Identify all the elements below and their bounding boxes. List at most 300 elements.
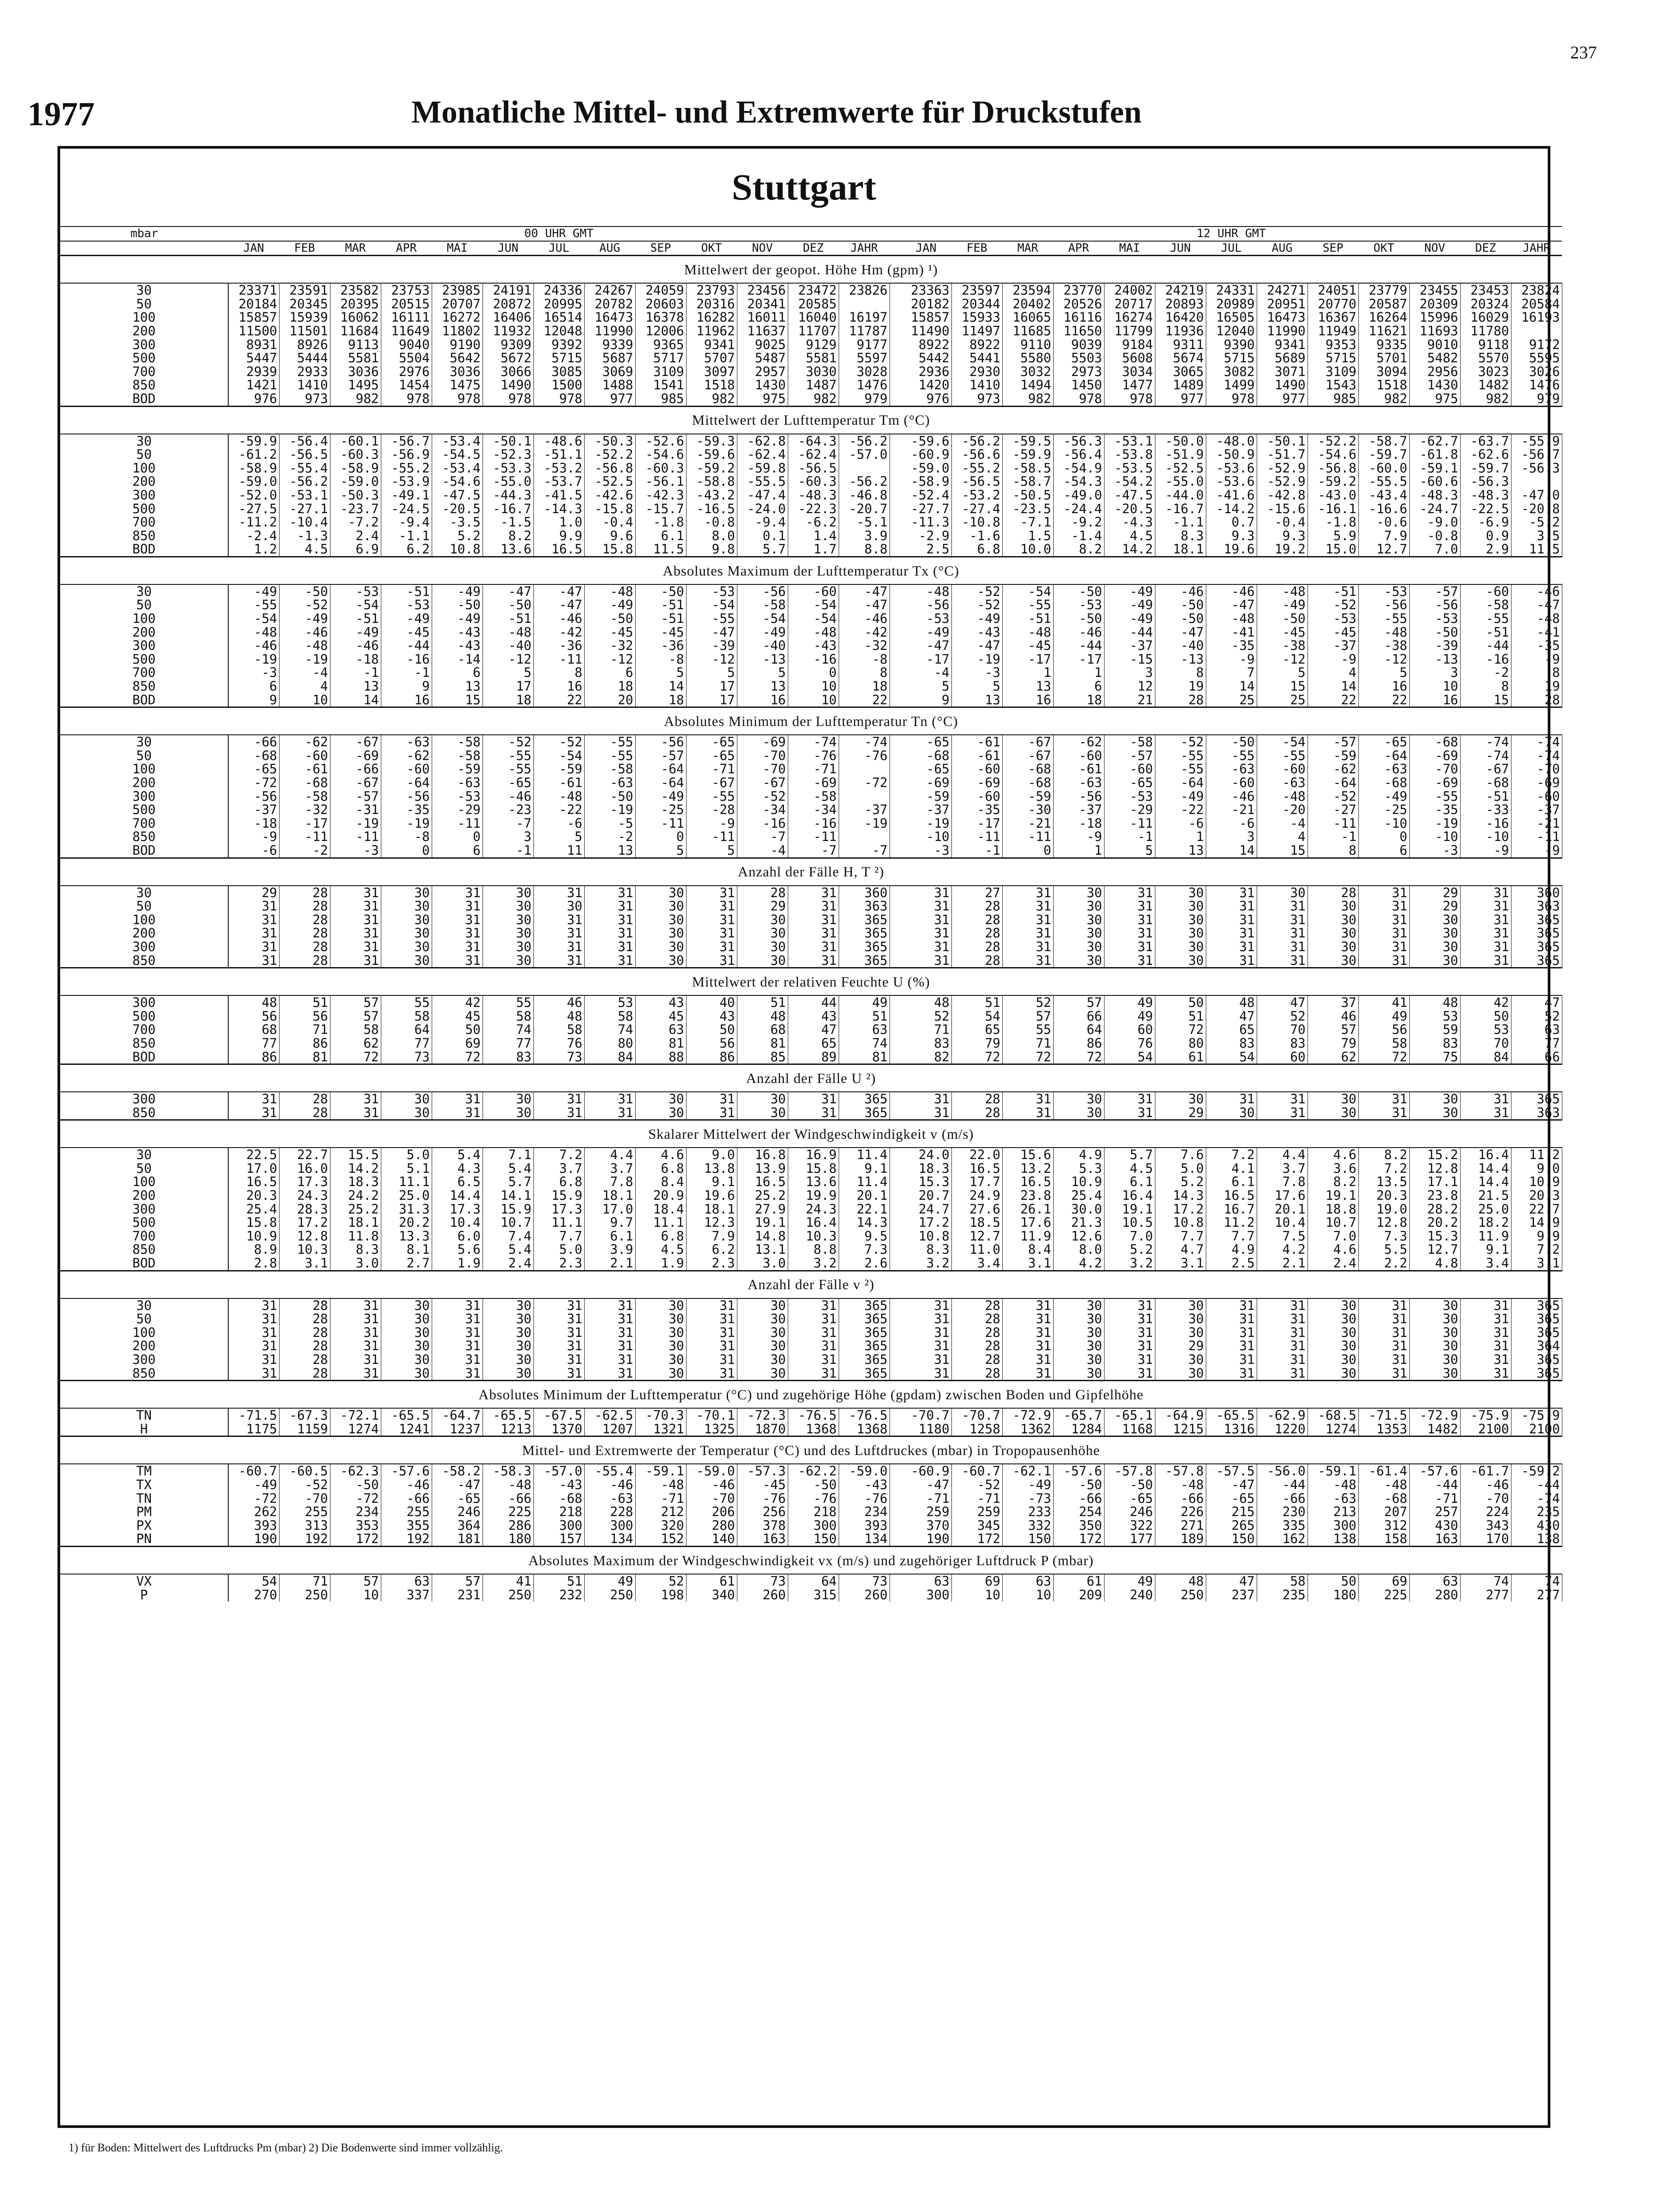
value-cell-00: 15.9 bbox=[483, 1202, 533, 1216]
table-row bbox=[60, 461, 1562, 475]
group-gap bbox=[890, 598, 901, 612]
value-cell-12: -48 bbox=[1002, 626, 1053, 639]
value-cell-00: -52.5 bbox=[584, 475, 635, 488]
value-cell-12: 28 bbox=[1308, 886, 1358, 900]
level-label: 200 bbox=[60, 626, 228, 639]
section-title-row bbox=[60, 1120, 1562, 1148]
month-header: NOV bbox=[1409, 241, 1460, 256]
value-cell-00: 13 bbox=[330, 680, 381, 693]
value-cell-12: -64 bbox=[1155, 776, 1206, 790]
value-cell-00: 365 bbox=[839, 940, 890, 954]
value-cell-00: 17 bbox=[686, 680, 737, 693]
value-cell-00: -19 bbox=[839, 817, 890, 830]
value-cell-12: 138 bbox=[1308, 1532, 1358, 1546]
value-cell-00: 11500 bbox=[228, 324, 279, 338]
value-cell-00: -58.9 bbox=[330, 461, 381, 475]
value-cell-12: -61 bbox=[951, 749, 1002, 763]
table-row bbox=[60, 1202, 1562, 1216]
value-cell-12: -65 bbox=[901, 762, 951, 776]
value-cell-12: 16116 bbox=[1053, 311, 1104, 324]
value-cell-00: 15.8 bbox=[584, 542, 635, 557]
value-cell-00: 31 bbox=[533, 1298, 584, 1313]
value-cell-00: 30 bbox=[483, 1339, 533, 1353]
value-cell-12: 4.1 bbox=[1206, 1162, 1257, 1175]
value-cell-12: 1477 bbox=[1104, 378, 1155, 392]
value-cell-12: -55 bbox=[1409, 790, 1460, 803]
value-cell-00: -20.5 bbox=[432, 502, 483, 516]
value-cell-00: 30 bbox=[737, 1339, 788, 1353]
value-cell-12: 64 bbox=[1053, 1023, 1104, 1037]
value-cell-00: 360 bbox=[839, 886, 890, 900]
value-cell-12: -9 bbox=[1511, 653, 1562, 666]
value-cell-00: 62 bbox=[330, 1037, 381, 1050]
level-label: 300 bbox=[60, 995, 228, 1010]
value-cell-12: -60.7 bbox=[951, 1464, 1002, 1478]
value-cell-12: 28 bbox=[951, 1312, 1002, 1326]
value-cell-00: 18.1 bbox=[330, 1216, 381, 1229]
value-cell-00: 31 bbox=[330, 1339, 381, 1353]
value-cell-12: 31 bbox=[1358, 1312, 1409, 1326]
value-cell-12: 10 bbox=[951, 1588, 1002, 1602]
table-row bbox=[60, 448, 1562, 461]
value-cell-12: 2.2 bbox=[1358, 1256, 1409, 1271]
value-cell-12: 20587 bbox=[1358, 297, 1409, 311]
value-cell-12: -37 bbox=[1053, 803, 1104, 817]
group-gap bbox=[890, 612, 901, 626]
value-cell-12: 15.0 bbox=[1308, 542, 1358, 557]
value-cell-00: 20.2 bbox=[381, 1216, 432, 1229]
value-cell-00: 28 bbox=[279, 1339, 330, 1353]
value-cell-12: 3026 bbox=[1511, 365, 1562, 379]
value-cell-00: -8 bbox=[635, 653, 686, 666]
value-cell-12: 31 bbox=[901, 1326, 951, 1340]
value-cell-12: 79 bbox=[951, 1037, 1002, 1050]
value-cell-00: 63 bbox=[635, 1023, 686, 1037]
value-cell-12: 13 bbox=[1002, 680, 1053, 693]
value-cell-12: 57 bbox=[1002, 1010, 1053, 1023]
value-cell-00: 1518 bbox=[686, 378, 737, 392]
value-cell-00: -68 bbox=[533, 1492, 584, 1505]
value-cell-00: -62.4 bbox=[737, 448, 788, 461]
value-cell-12: -46 bbox=[1206, 790, 1257, 803]
value-cell-12: -67 bbox=[1460, 762, 1511, 776]
value-cell-12: -68 bbox=[1358, 1492, 1409, 1505]
value-cell-00: 11.5 bbox=[635, 542, 686, 557]
value-cell-12: 2930 bbox=[951, 365, 1002, 379]
value-cell-12: -57.6 bbox=[1053, 1464, 1104, 1478]
value-cell-12: 31 bbox=[1257, 1092, 1308, 1106]
value-cell-12: -38 bbox=[1358, 639, 1409, 653]
value-cell-00: 31 bbox=[432, 954, 483, 968]
level-label: 850 bbox=[60, 830, 228, 844]
value-cell-00: -67.3 bbox=[279, 1408, 330, 1422]
value-cell-00: 18.1 bbox=[584, 1189, 635, 1202]
value-cell-00: -46 bbox=[483, 790, 533, 803]
value-cell-12: -56.4 bbox=[1053, 448, 1104, 461]
value-cell-12: 16065 bbox=[1002, 311, 1053, 324]
value-cell-00: -76.5 bbox=[839, 1408, 890, 1422]
value-cell-00: 5 bbox=[483, 666, 533, 680]
value-cell-00: 11 bbox=[533, 844, 584, 858]
value-cell-12: -70 bbox=[1409, 762, 1460, 776]
value-cell-00: 9040 bbox=[381, 338, 432, 352]
value-cell-12: -56.3 bbox=[1460, 475, 1511, 488]
value-cell-00: 31 bbox=[686, 886, 737, 900]
value-cell-00: 6.0 bbox=[432, 1229, 483, 1243]
month-header: MAR bbox=[1002, 241, 1053, 256]
value-cell-00: 3030 bbox=[788, 365, 839, 379]
value-cell-00: -12 bbox=[584, 653, 635, 666]
value-cell-12: 31 bbox=[901, 1106, 951, 1120]
value-cell-00: 2.3 bbox=[686, 1256, 737, 1271]
value-cell-12: 11693 bbox=[1409, 324, 1460, 338]
value-cell-00: 8.8 bbox=[839, 542, 890, 557]
value-cell-12: 138 bbox=[1511, 1532, 1562, 1546]
value-cell-12: 72 bbox=[1155, 1023, 1206, 1037]
value-cell-12: 979 bbox=[1511, 392, 1562, 406]
value-cell-00: -11 bbox=[635, 817, 686, 830]
value-cell-12: 10 bbox=[1002, 1588, 1053, 1602]
value-cell-00 bbox=[839, 790, 890, 803]
value-cell-00: 4.5 bbox=[635, 1243, 686, 1256]
value-cell-12: -69 bbox=[901, 776, 951, 790]
value-cell-12: 5.2 bbox=[1104, 1243, 1155, 1256]
value-cell-12: 7.9 bbox=[1358, 529, 1409, 543]
value-cell-00: 51 bbox=[533, 1574, 584, 1588]
value-cell-00: -70.1 bbox=[686, 1408, 737, 1422]
group-gap bbox=[890, 1492, 901, 1505]
value-cell-00: 20995 bbox=[533, 297, 584, 311]
value-cell-12: 31 bbox=[1002, 913, 1053, 927]
value-cell-12: -60.0 bbox=[1358, 461, 1409, 475]
value-cell-00: -43 bbox=[432, 626, 483, 639]
value-cell-12: 31 bbox=[1257, 1312, 1308, 1326]
value-cell-00: -54 bbox=[686, 598, 737, 612]
value-cell-00: 6.1 bbox=[635, 529, 686, 543]
value-cell-00: 20.9 bbox=[635, 1189, 686, 1202]
value-cell-12: -54 bbox=[1002, 584, 1053, 599]
value-cell-12: -48.0 bbox=[1206, 434, 1257, 448]
value-cell-12: 29 bbox=[1155, 1339, 1206, 1353]
value-cell-00: 0 bbox=[381, 844, 432, 858]
table-row bbox=[60, 653, 1562, 666]
value-cell-12: 3.1 bbox=[1511, 1256, 1562, 1271]
value-cell-00: -52.2 bbox=[584, 448, 635, 461]
value-cell-12: 31 bbox=[1104, 913, 1155, 927]
level-label: 30 bbox=[60, 735, 228, 749]
value-cell-00: -76 bbox=[737, 1492, 788, 1505]
value-cell-12: -47 bbox=[1206, 1478, 1257, 1492]
value-cell-00: 1237 bbox=[432, 1422, 483, 1436]
value-cell-00: 31 bbox=[228, 913, 279, 927]
value-cell-00: 31 bbox=[584, 1353, 635, 1367]
value-cell-12: -47 bbox=[951, 639, 1002, 653]
value-cell-12: 370 bbox=[901, 1519, 951, 1532]
value-cell-00: 157 bbox=[533, 1532, 584, 1546]
value-cell-00: -49.1 bbox=[381, 488, 432, 502]
value-cell-12: 31 bbox=[901, 940, 951, 954]
value-cell-00: 15857 bbox=[228, 311, 279, 324]
value-cell-00: 10.3 bbox=[788, 1229, 839, 1243]
group-gap bbox=[890, 1216, 901, 1229]
value-cell-00: 16197 bbox=[839, 311, 890, 324]
month-header: SEP bbox=[635, 241, 686, 256]
value-cell-00: 30 bbox=[381, 1367, 432, 1381]
value-cell-00: 31 bbox=[686, 1298, 737, 1313]
value-cell-00: 31 bbox=[330, 1312, 381, 1326]
value-cell-12: 19.0 bbox=[1358, 1202, 1409, 1216]
group-gap bbox=[890, 803, 901, 817]
value-cell-12: 5595 bbox=[1511, 351, 1562, 365]
level-label: 300 bbox=[60, 1202, 228, 1216]
value-cell-12: -59.0 bbox=[901, 461, 951, 475]
value-cell-12: 30 bbox=[1206, 1106, 1257, 1120]
value-cell-00: 3085 bbox=[533, 365, 584, 379]
value-cell-00: 5.6 bbox=[432, 1243, 483, 1256]
value-cell-00: 231 bbox=[432, 1588, 483, 1602]
group-gap bbox=[890, 365, 901, 379]
group-gap bbox=[890, 776, 901, 790]
value-cell-00: -42.6 bbox=[584, 488, 635, 502]
value-cell-12: 31 bbox=[1104, 1106, 1155, 1120]
value-cell-12: 70 bbox=[1460, 1037, 1511, 1050]
value-cell-00: -62 bbox=[279, 735, 330, 749]
value-cell-12: 30 bbox=[1155, 1353, 1206, 1367]
value-cell-12: 31 bbox=[1358, 886, 1409, 900]
value-cell-12: 8.2 bbox=[1053, 542, 1104, 557]
value-cell-12: -37 bbox=[901, 803, 951, 817]
value-cell-12: 180 bbox=[1308, 1588, 1358, 1602]
value-cell-12: 31 bbox=[1460, 1326, 1511, 1340]
value-cell-00: -55.4 bbox=[584, 1464, 635, 1478]
value-cell-12: 189 bbox=[1155, 1532, 1206, 1546]
level-label: PN bbox=[60, 1532, 228, 1546]
value-cell-00: 17.0 bbox=[228, 1162, 279, 1175]
value-cell-12: 16264 bbox=[1358, 311, 1409, 324]
value-cell-12: 1 bbox=[1002, 666, 1053, 680]
value-cell-12: 1430 bbox=[1409, 378, 1460, 392]
value-cell-00: 74 bbox=[483, 1023, 533, 1037]
value-cell-12: 365 bbox=[1511, 1367, 1562, 1381]
value-cell-00: 134 bbox=[584, 1532, 635, 1546]
value-cell-00: 61 bbox=[686, 1574, 737, 1588]
value-cell-12: 10.8 bbox=[1155, 1216, 1206, 1229]
value-cell-12: 75 bbox=[1409, 1050, 1460, 1064]
value-cell-00: -49 bbox=[330, 626, 381, 639]
value-cell-00: -50 bbox=[483, 598, 533, 612]
value-cell-12: -60 bbox=[1053, 749, 1104, 763]
value-cell-00: 71 bbox=[279, 1574, 330, 1588]
value-cell-12: -41.6 bbox=[1206, 488, 1257, 502]
value-cell-12: 51 bbox=[1155, 1010, 1206, 1023]
value-cell-12: -72.9 bbox=[1002, 1408, 1053, 1422]
value-cell-00: 10 bbox=[279, 693, 330, 707]
level-label: TX bbox=[60, 1478, 228, 1492]
value-cell-12: 49 bbox=[1104, 1010, 1155, 1023]
value-cell-00: 31 bbox=[686, 1326, 737, 1340]
group-gap bbox=[890, 378, 901, 392]
value-cell-00: 31 bbox=[533, 1092, 584, 1106]
value-cell-00: -52 bbox=[737, 790, 788, 803]
value-cell-00: 55 bbox=[483, 995, 533, 1010]
value-cell-12: -71 bbox=[1409, 1492, 1460, 1505]
value-cell-12: -9 bbox=[1053, 830, 1104, 844]
value-cell-12: 363 bbox=[1511, 1106, 1562, 1120]
value-cell-12: 21.5 bbox=[1460, 1189, 1511, 1202]
value-cell-12: 237 bbox=[1206, 1588, 1257, 1602]
value-cell-12: 235 bbox=[1511, 1505, 1562, 1519]
value-cell-12: 2100 bbox=[1460, 1422, 1511, 1436]
table-row bbox=[60, 283, 1562, 297]
value-cell-12: 31 bbox=[1104, 1353, 1155, 1367]
value-cell-12: -33 bbox=[1460, 803, 1511, 817]
value-cell-00: -48 bbox=[279, 639, 330, 653]
value-cell-00: -1.5 bbox=[483, 515, 533, 529]
value-cell-12: 5715 bbox=[1308, 351, 1358, 365]
value-cell-00: 300 bbox=[533, 1519, 584, 1532]
value-cell-00: -20.7 bbox=[839, 502, 890, 516]
table-row bbox=[60, 680, 1562, 693]
data-frame bbox=[58, 146, 1560, 2128]
value-cell-00: -54 bbox=[330, 598, 381, 612]
value-cell-00: -11 bbox=[686, 830, 737, 844]
value-cell-12: 5 bbox=[901, 680, 951, 693]
value-cell-00: 28 bbox=[279, 1326, 330, 1340]
value-cell-12: 71 bbox=[901, 1023, 951, 1037]
value-cell-00: -60.7 bbox=[228, 1464, 279, 1478]
value-cell-12: 1543 bbox=[1308, 378, 1358, 392]
value-cell-00: -5 bbox=[584, 817, 635, 830]
level-label: 300 bbox=[60, 940, 228, 954]
value-cell-00: 19.1 bbox=[737, 1216, 788, 1229]
value-cell-12: 28 bbox=[951, 1106, 1002, 1120]
value-cell-00: 365 bbox=[839, 926, 890, 940]
value-cell-00: 68 bbox=[737, 1023, 788, 1037]
value-cell-00: 30 bbox=[635, 1298, 686, 1313]
value-cell-12: 31 bbox=[1257, 926, 1308, 940]
value-cell-00: 13 bbox=[737, 680, 788, 693]
value-cell-00: -61 bbox=[533, 776, 584, 790]
value-cell-00: 250 bbox=[483, 1588, 533, 1602]
value-cell-00: 31 bbox=[432, 1339, 483, 1353]
value-cell-00: 393 bbox=[839, 1519, 890, 1532]
value-cell-00: -7 bbox=[788, 844, 839, 858]
value-cell-12: 10.9 bbox=[1511, 1175, 1562, 1189]
table-row bbox=[60, 926, 1562, 940]
group-gap bbox=[890, 817, 901, 830]
value-cell-00: 1321 bbox=[635, 1422, 686, 1436]
value-cell-00: 1325 bbox=[686, 1422, 737, 1436]
value-cell-12: 27 bbox=[951, 886, 1002, 900]
table-row bbox=[60, 1326, 1562, 1340]
value-cell-12: 30 bbox=[1155, 886, 1206, 900]
value-cell-12: 150 bbox=[1002, 1532, 1053, 1546]
table-row bbox=[60, 940, 1562, 954]
value-cell-00: 1241 bbox=[381, 1422, 432, 1436]
value-cell-12: 233 bbox=[1002, 1505, 1053, 1519]
value-cell-12: 31 bbox=[1358, 1092, 1409, 1106]
value-cell-12: 69 bbox=[951, 1574, 1002, 1588]
value-cell-00: 31.3 bbox=[381, 1202, 432, 1216]
level-label: 200 bbox=[60, 926, 228, 940]
value-cell-12: -6.9 bbox=[1460, 515, 1511, 529]
value-cell-12: 23363 bbox=[901, 283, 951, 297]
value-cell-12: 215 bbox=[1206, 1505, 1257, 1519]
value-cell-00: 17 bbox=[483, 680, 533, 693]
value-cell-12: -53 bbox=[1308, 612, 1358, 626]
table-row bbox=[60, 803, 1562, 817]
value-cell-12: 1476 bbox=[1511, 378, 1562, 392]
value-cell-00: 31 bbox=[788, 940, 839, 954]
value-cell-12: -57.8 bbox=[1155, 1464, 1206, 1478]
month-header: SEP bbox=[1308, 241, 1358, 256]
value-cell-12: 60 bbox=[1104, 1023, 1155, 1037]
value-cell-12: 31 bbox=[1257, 899, 1308, 913]
value-cell-12: 53 bbox=[1409, 1010, 1460, 1023]
value-cell-00: 23582 bbox=[330, 283, 381, 297]
value-cell-12: 9118 bbox=[1460, 338, 1511, 352]
value-cell-00: -56 bbox=[228, 790, 279, 803]
value-cell-12: 31 bbox=[1358, 899, 1409, 913]
group-gap bbox=[890, 461, 901, 475]
group-12-header: 12 UHR GMT bbox=[901, 227, 1562, 241]
value-cell-00: -49 bbox=[228, 584, 279, 599]
table-row bbox=[60, 1050, 1562, 1064]
value-cell-00: 5.4 bbox=[432, 1148, 483, 1162]
group-gap bbox=[890, 639, 901, 653]
group-gap bbox=[890, 1023, 901, 1037]
value-cell-00: -43 bbox=[533, 1478, 584, 1492]
value-cell-00: 31 bbox=[432, 1106, 483, 1120]
value-cell-00: -63 bbox=[584, 1492, 635, 1505]
value-cell-12: 4.2 bbox=[1053, 1256, 1104, 1271]
value-cell-00: -71 bbox=[788, 762, 839, 776]
value-cell-00: -55 bbox=[686, 612, 737, 626]
level-label: 50 bbox=[60, 598, 228, 612]
value-cell-00: -59.0 bbox=[228, 475, 279, 488]
value-cell-12: -3 bbox=[901, 844, 951, 858]
value-cell-12: 54 bbox=[1206, 1050, 1257, 1064]
value-cell-00: 30 bbox=[381, 954, 432, 968]
value-cell-12: 12.7 bbox=[951, 1229, 1002, 1243]
value-cell-00: 4.6 bbox=[635, 1148, 686, 1162]
value-cell-00: 30 bbox=[381, 899, 432, 913]
value-cell-12: 365 bbox=[1511, 954, 1562, 968]
value-cell-12: -50 bbox=[1053, 1478, 1104, 1492]
section-title: Mittelwert der relativen Feuchte U (%) bbox=[60, 968, 1562, 996]
value-cell-12: -68 bbox=[1002, 776, 1053, 790]
value-cell-12: 7.0 bbox=[1308, 1229, 1358, 1243]
table-row bbox=[60, 995, 1562, 1010]
value-cell-12: -66 bbox=[1155, 1492, 1206, 1505]
value-cell-12: -55.0 bbox=[1155, 475, 1206, 488]
value-cell-12: 2956 bbox=[1409, 365, 1460, 379]
value-cell-00: 180 bbox=[483, 1532, 533, 1546]
table-row bbox=[60, 1298, 1562, 1313]
value-cell-12: 14 bbox=[1206, 680, 1257, 693]
section-title-row bbox=[60, 256, 1562, 284]
value-cell-00: 246 bbox=[432, 1505, 483, 1519]
value-cell-00: 31 bbox=[788, 954, 839, 968]
value-cell-00: 8931 bbox=[228, 338, 279, 352]
group-gap bbox=[890, 1189, 901, 1202]
value-cell-00: -72 bbox=[228, 1492, 279, 1505]
value-cell-12: 30 bbox=[1308, 1367, 1358, 1381]
value-cell-12: 250 bbox=[1155, 1588, 1206, 1602]
group-gap bbox=[890, 995, 901, 1010]
value-cell-12: 31 bbox=[1206, 1326, 1257, 1340]
value-cell-00: 31 bbox=[584, 1092, 635, 1106]
